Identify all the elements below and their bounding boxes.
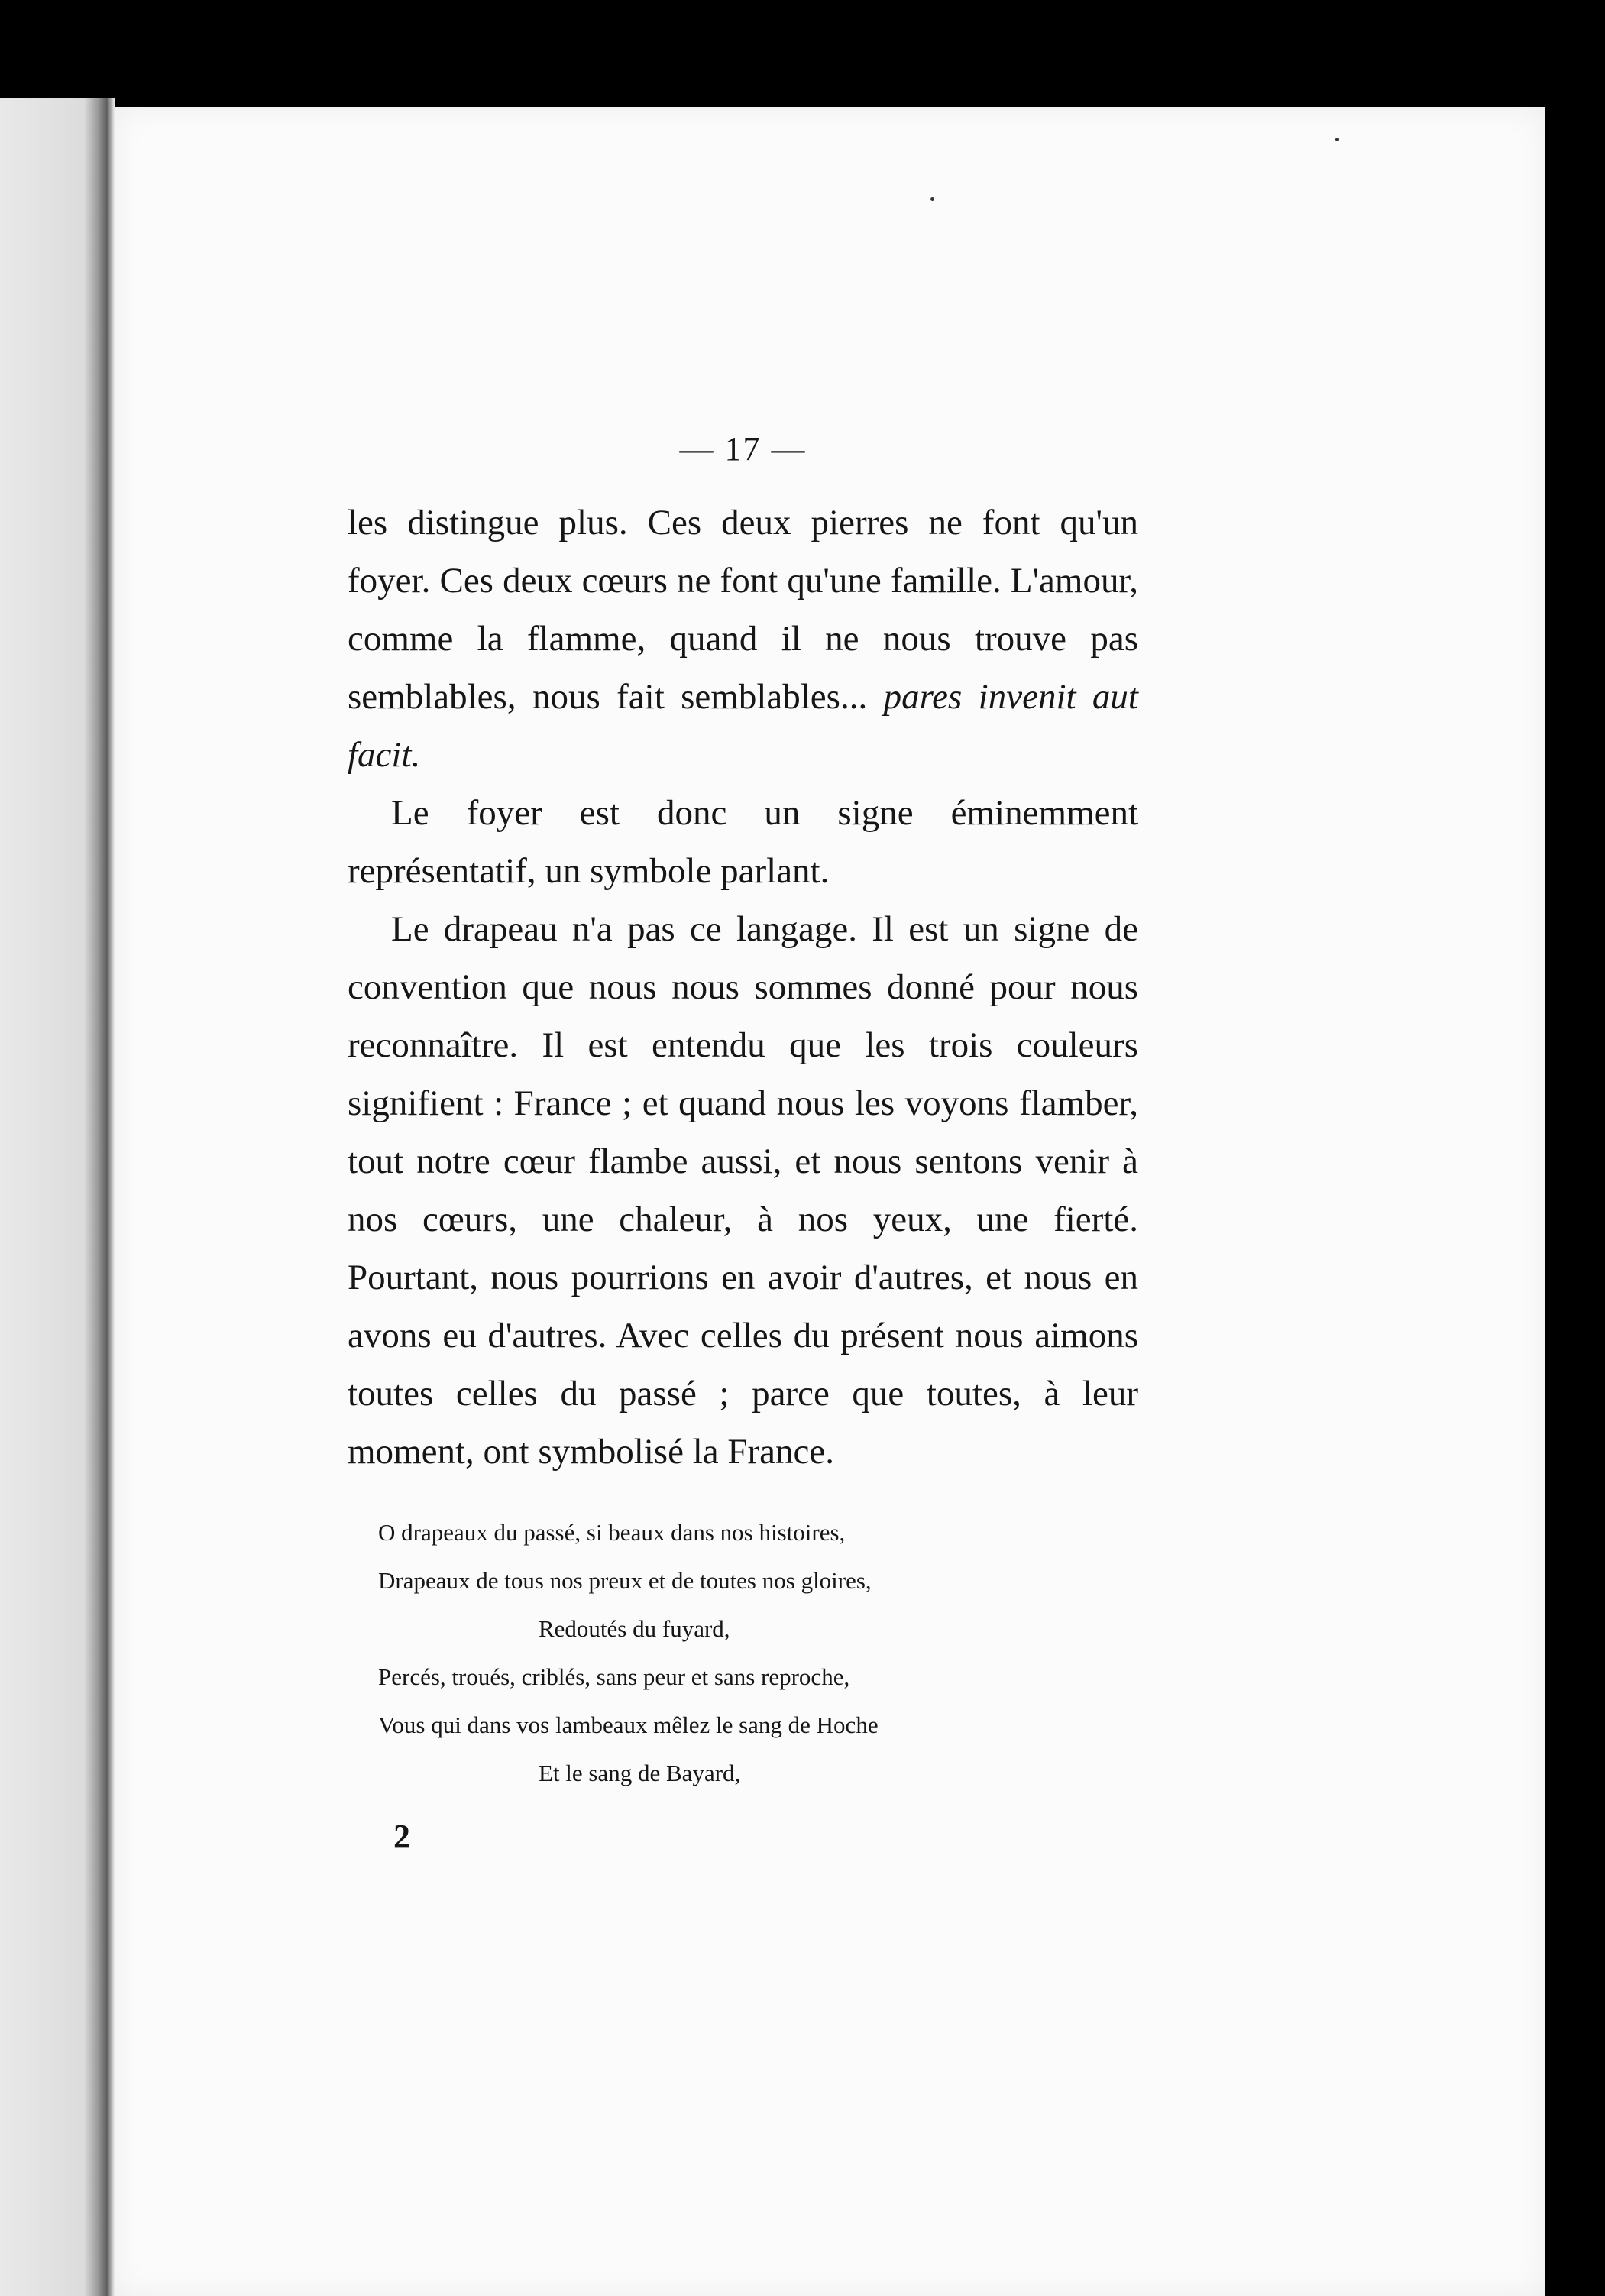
verse-line: Redoutés du fuyard, — [539, 1615, 730, 1642]
signature-mark: 2 — [393, 1818, 410, 1855]
verse-line: Percés, troués, criblés, sans peur et sans reproche, — [378, 1663, 850, 1690]
paragraph-2: Le foyer est donc un signe éminemment représentatif, un symbole parlant. — [348, 793, 1138, 891]
verse-stanza — [378, 1508, 1138, 1797]
verse-line: Et le sang de Bayard, — [539, 1760, 741, 1786]
paragraph-3: Le drapeau n'a pas ce langage. Il est un signe de convention que nous nous sommes donné pour nous reconnaître. Il est entendu que les trois couleurs signifient : France ; et quand nous les voyons flamber, tout notre cœur flambe aussi, et nous sentons venir à nos cœurs, une chaleur, à nos yeux, une fierté. Pourtant, nous pourrions en avoir d'autres, et nous en avons eu d'autres. Avec celles du présent nous aimons toutes celles du passé ; parce que toutes, à leur moment, ont symbolisé la France. — [348, 909, 1138, 1472]
verse-line: Vous qui dans vos lambeaux mêlez le sang de Hoche — [378, 1711, 879, 1738]
dust-speck — [1335, 138, 1339, 141]
paragraph-1-text: les distingue plus. Ces deux pierres ne font qu'un foyer. Ces deux cœurs ne font qu'une famille. L'amour, comme la flamme, quand il ne nous trouve pas semblables, nous fait semblables... — [348, 503, 1138, 717]
latin-quote: pares invenit aut facit. — [348, 677, 1138, 775]
dust-speck — [930, 197, 934, 201]
page-number: — 17 — — [679, 430, 807, 468]
verse-line: Drapeaux de tous nos preux et de toutes nos gloires, — [378, 1567, 872, 1594]
verse-line: O drapeaux du passé, si beaux dans nos histoires, — [378, 1519, 846, 1546]
prose — [348, 494, 1138, 1481]
text-block — [348, 413, 1138, 1860]
left-page-edge — [0, 98, 115, 2296]
paragraph-1 — [348, 494, 1138, 784]
